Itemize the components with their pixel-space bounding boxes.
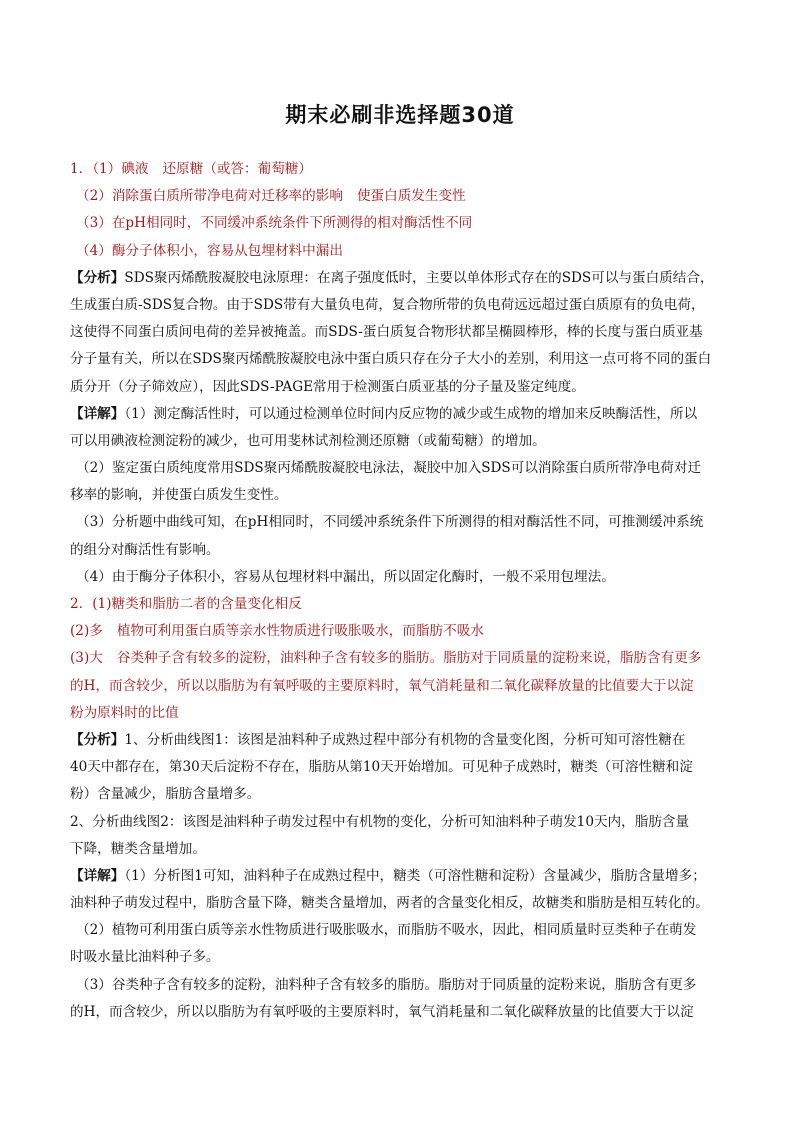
q1-answer-2-text: （2）消除蛋白质所带净电荷对迁移率的影响 [76,188,343,205]
q2-detail-text: （1）分析图1可知，油料种子在成熟过程中，糖类（可溶性糖和淀粉）含量减少，脂肪含量增多； [124,867,706,884]
q2-answer-3 [70,645,730,672]
q2-analysis-tag: 【分析】 [70,731,125,748]
q1-analysis-line: 生成蛋白质-SDS复合物。由于SDS带有大量负电荷，复合物所带的负电荷远远超过蛋白质原有的负电荷， [70,296,705,313]
q1-detail-line: （2）鉴定蛋白质纯度常用SDS聚丙烯酰胺凝胶电泳法，凝胶中加入SDS可以消除蛋白质所带净电荷对迁 [76,460,702,477]
q2-analysis-text: 1、分析曲线图1：该图是油料种子成熟过程中部分有机物的含量变化图，分析可知可溶性糖在 [124,731,686,748]
q2-detail-line: 时吸水量比油料种子多。 [70,949,220,966]
q2-answer-1: 2．(1)糖类和脂肪二者的含量变化相反 [70,596,302,612]
q1-answer-1-text: 1．（1）碘液 [70,161,149,177]
q2-answer-2-reason: 植物可利用蛋白质等亲水性物质进行吸胀吸水，而脂肪不吸水 [116,623,484,640]
q1-answer-4: （4）酶分子体积小，容易从包埋材料中漏出 [76,242,343,259]
q2-detail-tag: 【详解】 [70,867,125,884]
q1-answer-1-alt: 还原糖（或答：葡萄糖） [162,161,312,177]
q1-detail-line [70,401,730,428]
q2-answer-2-text: (2)多 [70,623,103,640]
q2-detail-line: 油料种子萌发过程中，脂肪含量下降，糖类含量增加，两者的含量变化相反，故糖类和脂肪是相互转化的。 [70,895,709,912]
q2-detail-line: （2）植物可利用蛋白质等亲水性物质进行吸胀吸水，而脂肪不吸水，因此，相同质量时豆类种子在萌发 [76,922,697,939]
q1-detail-text: （1）测定酶活性时，可以通过检测单位时间内反应物的减少或生成物的增加来反映酶活性，所以 [124,405,698,422]
q2-answer-3-text: (3)大 [70,650,103,667]
q1-detail-line: 可以用碘液检测淀粉的减少，也可用斐林试剂检测还原糖（或葡萄糖）的增加。 [70,432,546,449]
q2-analysis-line: 40天中都存在，第30天后淀粉不存在，脂肪从第10天开始增加。可见种子成熟时，糖类（可溶性糖和淀 [70,759,693,776]
q2-analysis-line [70,727,730,754]
q2-detail-line [70,863,730,890]
q1-detail-line: 的组分对酶活性有影响。 [70,541,220,558]
q1-detail-tag: 【详解】 [70,405,125,422]
q1-analysis-line: 这使得不同蛋白质间电荷的差异被掩盖。而SDS-蛋白质复合物形状都呈椭圆棒形，棒的长度与蛋白质亚基 [70,324,703,341]
q2-answer-3-cont: 粉为原料时的比值 [70,704,179,721]
q2-answer-3-cont: 的H，而含较少，所以以脂肪为有氧呼吸的主要原料时，氧气消耗量和二氧化碳释放量的比值要大于以淀 [70,677,694,694]
q2-analysis-line: 2、分析曲线图2：该图是油料种子萌发过程中有机物的变化，分析可知油料种子萌发10天内，脂肪含量 [70,813,690,830]
q1-analysis-line: 分子量有关，所以在SDS聚丙烯酰胺凝胶电泳中蛋白质只存在分子大小的差别，利用这一点可将不同的蛋白 [70,351,712,368]
q2-analysis-line: 下降，糖类含量增加。 [70,840,206,857]
q1-detail-line: （4）由于酶分子体积小，容易从包埋材料中漏出，所以固定化酶时，一般不采用包埋法。 [76,568,615,585]
q2-detail-line: 的H，而含较少，所以以脂肪为有氧呼吸的主要原料时，氧气消耗量和二氧化碳释放量的比值要大于以淀 [70,1003,694,1020]
q1-analysis-line [70,265,730,292]
q1-analysis-text: SDS聚丙烯酰胺凝胶电泳原理：在离子强度低时，主要以单体形式存在的SDS可以与蛋白质结合， [124,269,714,286]
q1-analysis-line: 质分开（分子筛效应），因此SDS-PAGE常用于检测蛋白质亚基的分子量及鉴定纯度。 [70,378,585,395]
q1-answer-2 [70,183,730,210]
q1-answer-2-alt: 使蛋白质发生变性 [356,188,466,205]
q2-detail-line: （3）谷类种子含有较多的淀粉，油料种子含有较多的脂肪。脂肪对于同质量的淀粉来说，脂肪含有更多 [76,976,697,993]
q1-analysis-tag: 【分析】 [70,269,125,286]
q2-analysis-line: 粉）含量减少，脂肪含量增多。 [70,786,261,803]
q2-answer-3-reason: 谷类种子含有较多的淀粉，油料种子含有较多的脂肪。脂肪对于同质量的淀粉来说，脂肪含有更多 [116,650,702,667]
q2-answer-2 [70,618,730,645]
q1-answer-1 [70,156,730,183]
q1-answer-3: （3）在pH相同时，不同缓冲系统条件下所测得的相对酶活性不同 [76,215,473,232]
q1-detail-line: （3）分析题中曲线可知，在pH相同时，不同缓冲系统条件下所测得的相对酶活性不同，可推测缓冲系统 [76,514,704,531]
page-title: 期末必刷非选择题30道 [285,103,515,127]
q1-detail-line: 移率的影响，并使蛋白质发生变性。 [70,487,288,504]
